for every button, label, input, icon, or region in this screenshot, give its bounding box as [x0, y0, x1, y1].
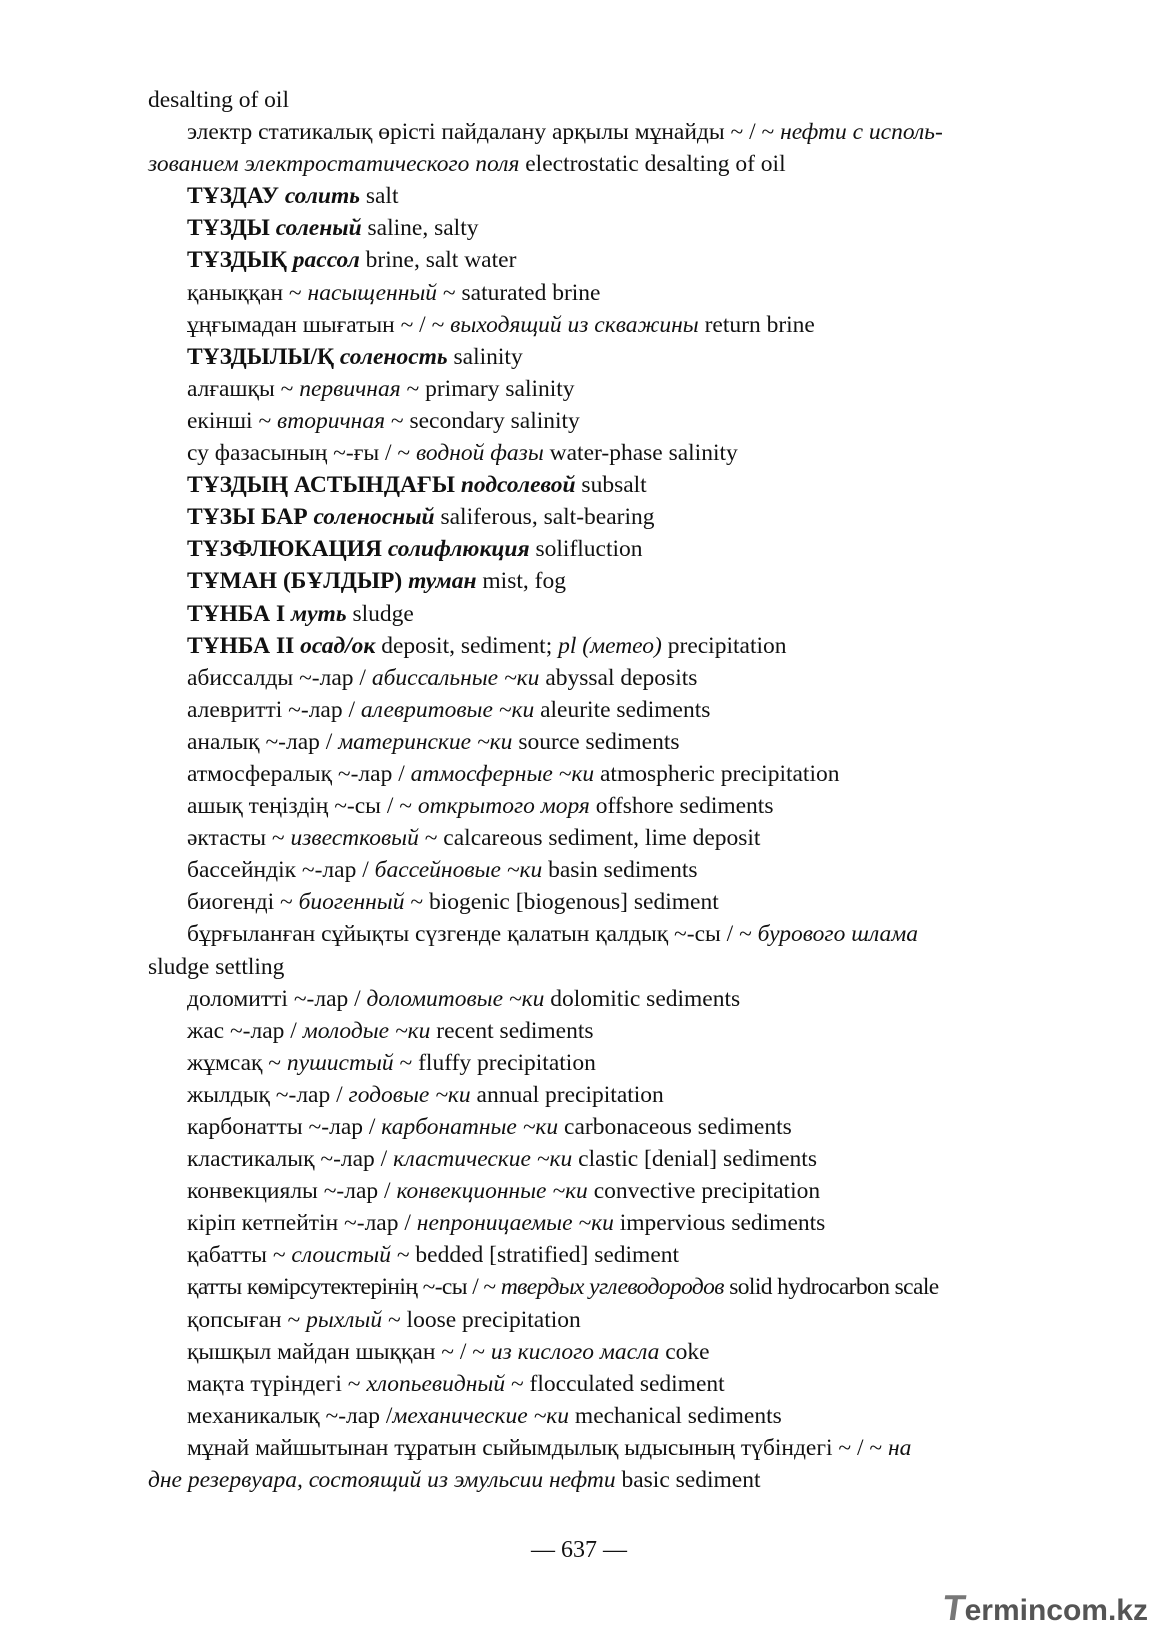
- entry-text: electrostatic desalting of oil: [525, 151, 786, 178]
- entry-text: кластикалық ~-лар /: [187, 1146, 394, 1173]
- russian-translation: pl (метео): [558, 632, 668, 659]
- russian-translation: насыщенный: [307, 279, 443, 306]
- entry-text: recent sediments: [436, 1017, 594, 1044]
- entry-text: доломитті ~-лар /: [187, 985, 367, 1012]
- entry-line: [148, 1464, 1038, 1496]
- entry-text: basic sediment: [621, 1467, 761, 1494]
- entry-text: subsalt: [581, 472, 647, 499]
- entry-line: [148, 790, 1038, 822]
- entry-text: desalting of oil: [148, 87, 289, 113]
- entry-line: [148, 469, 1038, 501]
- entry-line: [148, 598, 1038, 630]
- entry-line: [148, 662, 1038, 694]
- entry-text: ~ primary salinity: [406, 375, 575, 402]
- entry-line: [148, 983, 1038, 1015]
- entry-text: мақта түріндегі ~: [187, 1370, 367, 1397]
- russian-translation: твердых углеводородов: [500, 1274, 730, 1301]
- entry-text: қатты көмірсутектерінің ~-сы / ~: [187, 1274, 501, 1301]
- entry-text: ~ loose precipitation: [387, 1306, 581, 1333]
- entry-text: электр статикалық өрісті пайдалану арқылы мұнайды ~ / ~: [187, 119, 781, 146]
- entry-text: water-phase salinity: [549, 440, 738, 467]
- russian-headword: соленый: [275, 215, 368, 242]
- entry-line: [148, 1336, 1038, 1368]
- entry-text: annual precipitation: [476, 1081, 664, 1108]
- entry-text: clastic [denial] sediments: [578, 1146, 817, 1173]
- entry-text: aleurite sediments: [540, 696, 711, 723]
- entry-line: [148, 533, 1038, 565]
- entry-text: жас ~-лар /: [187, 1017, 303, 1044]
- headword: ТҰМАН (БҰЛДЫР): [187, 568, 409, 595]
- entry-line: [148, 1207, 1038, 1239]
- russian-headword: туман: [408, 568, 483, 595]
- russian-translation: дне резервуара, состоящий из эмульсии нефти: [148, 1467, 622, 1494]
- russian-translation: доломитовые ~ки: [366, 985, 551, 1012]
- entry-line: [148, 405, 1038, 437]
- entry-line: [148, 1271, 1038, 1303]
- entry-text: offshore sediments: [595, 793, 774, 820]
- entry-text: precipitation: [667, 632, 787, 659]
- entry-text: saliferous, salt-bearing: [440, 504, 655, 531]
- headword: ТҰЗДАУ: [187, 183, 285, 210]
- entry-line: [148, 694, 1038, 726]
- headword: ТҰЗДЫ: [187, 215, 276, 242]
- entry-text: coke: [665, 1338, 710, 1365]
- russian-translation: материнские ~ки: [338, 728, 519, 755]
- entry-line: [148, 309, 1038, 341]
- russian-headword: солифлюкция: [387, 536, 536, 563]
- russian-headword: подсолевой: [460, 472, 582, 499]
- russian-translation: абиссальные ~ки: [371, 664, 546, 691]
- russian-translation: хлопьевидный: [366, 1370, 511, 1397]
- entry-line: [148, 886, 1038, 918]
- watermark-text: ermincom.kz: [964, 1594, 1148, 1627]
- entry-line: [148, 1015, 1038, 1047]
- entry-line: [148, 212, 1038, 244]
- entry-line: [148, 116, 1038, 148]
- entry-text: атмосфералық ~-лар /: [187, 760, 411, 787]
- russian-translation: конвекционные ~ки: [396, 1178, 594, 1205]
- russian-translation: зованием электростатического поля: [148, 151, 526, 178]
- entry-text: бұрғыланған сұйықты сүзгенде қалатын қалдық ~-сы / ~: [187, 921, 758, 948]
- entry-line: [148, 84, 1038, 116]
- russian-translation: из кислого масла: [490, 1338, 666, 1365]
- entry-text: convective precipitation: [593, 1178, 821, 1205]
- headword: ТҰНБА I: [187, 600, 292, 627]
- entry-line: [148, 758, 1038, 790]
- russian-headword: рассол: [292, 247, 366, 274]
- entry-text: return brine: [704, 311, 815, 338]
- russian-translation: рыхлый: [306, 1306, 388, 1333]
- entry-text: sludge settling: [148, 953, 285, 980]
- entry-text: brine, salt water: [365, 247, 517, 274]
- russian-translation: биогенный: [298, 889, 411, 916]
- entry-text: solifluction: [535, 536, 643, 563]
- entry-text: salt: [365, 183, 399, 210]
- entry-text: atmospheric precipitation: [600, 760, 840, 787]
- russian-translation: годовые ~ки: [348, 1081, 477, 1108]
- entry-text: кіріп кетпейтін ~-лар /: [187, 1210, 417, 1237]
- entry-line: [148, 1432, 1038, 1464]
- entry-text: ашық теңіздің ~-сы / ~: [187, 793, 418, 820]
- entry-line: [148, 244, 1038, 276]
- entry-line: [148, 501, 1038, 533]
- entry-text: salinity: [453, 343, 523, 370]
- entry-text: қаныққан ~: [187, 279, 308, 306]
- entry-text: source sediments: [518, 728, 680, 755]
- russian-translation: вторичная: [277, 407, 391, 434]
- russian-translation: нефти с исполь-: [780, 119, 943, 146]
- entry-text: қышқыл майдан шыққан ~ / ~: [187, 1338, 491, 1365]
- entry-line: [148, 1111, 1038, 1143]
- russian-translation: непроницаемые ~ки: [416, 1210, 620, 1237]
- entry-text: mist, fog: [482, 568, 566, 595]
- entry-line: [148, 373, 1038, 405]
- russian-translation: на: [887, 1434, 912, 1461]
- russian-translation: карбонатные ~ки: [381, 1114, 565, 1140]
- entry-line: [148, 854, 1038, 886]
- russian-headword: солить: [284, 183, 366, 210]
- entry-text: жұмсақ ~: [187, 1049, 287, 1076]
- entry-text: dolomitic sediments: [550, 985, 741, 1012]
- russian-translation: слоистый: [291, 1242, 397, 1269]
- entry-text: аналық ~-лар /: [187, 728, 339, 755]
- entry-line: [148, 437, 1038, 469]
- entry-line: [148, 1239, 1038, 1271]
- entry-text: ~ calcareous sediment, lime deposit: [424, 825, 761, 852]
- entry-text: жылдық ~-лар /: [187, 1081, 349, 1108]
- russian-translation: первичная: [299, 375, 407, 402]
- entry-line: [148, 1143, 1038, 1175]
- entry-line: [148, 951, 1038, 983]
- entry-line: [148, 1175, 1038, 1207]
- entry-text: карбонатты ~-лар /: [187, 1114, 382, 1140]
- headword: ТҰЗЫ БАР: [187, 504, 314, 531]
- entry-text: механикалық ~-лар /: [187, 1402, 393, 1429]
- entry-text: saline, salty: [367, 215, 479, 242]
- entry-text: қабатты ~: [187, 1242, 292, 1269]
- entry-text: deposit, sediment;: [381, 632, 559, 659]
- entry-text: алғашқы ~: [187, 375, 300, 402]
- russian-translation: атмосферные ~ки: [410, 760, 600, 787]
- russian-headword: соленосный: [313, 504, 441, 531]
- headword: ТҰЗДЫҚ: [187, 247, 293, 274]
- entry-text: ~ secondary salinity: [390, 407, 580, 434]
- entry-text: екінші ~: [187, 407, 278, 434]
- headword: ТҰЗДЫҢ АСТЫНДАҒЫ: [187, 472, 461, 499]
- watermark-t-mark: T: [939, 1587, 968, 1628]
- entry-text: алевритті ~-лар /: [187, 696, 361, 723]
- entry-line: [148, 1368, 1038, 1400]
- headword: ТҰНБА II: [187, 632, 301, 659]
- russian-translation: водной фазы: [416, 440, 550, 467]
- entry-text: solid hydrocarbon scale: [729, 1274, 939, 1301]
- russian-translation: алевритовые ~ки: [360, 696, 541, 723]
- headword: ТҰЗДЫЛЫ/Қ: [187, 343, 340, 370]
- russian-headword: осад/ок: [300, 632, 382, 659]
- russian-translation: бассейновые ~ки: [374, 857, 549, 884]
- entry-line: [148, 630, 1038, 662]
- russian-translation: выходящий из скважины: [450, 311, 705, 338]
- entry-line: [148, 1400, 1038, 1432]
- entry-text: carbonaceous sediments: [564, 1114, 792, 1140]
- entry-text: mechanical sediments: [574, 1402, 782, 1429]
- russian-headword: муть: [291, 600, 353, 627]
- entry-text: әктасты ~: [187, 825, 291, 852]
- entry-text: су фазасының ~-ғы / ~: [187, 440, 416, 467]
- russian-translation: известковый: [290, 825, 425, 852]
- entry-text: basin sediments: [548, 857, 698, 884]
- russian-translation: механические ~ки: [392, 1402, 575, 1429]
- entry-text: ~ flocculated sediment: [510, 1370, 725, 1397]
- entry-line: [148, 822, 1038, 854]
- russian-translation: открытого моря: [417, 793, 596, 820]
- entry-text: бассейндік ~-лар /: [187, 857, 375, 884]
- entry-text: биогенді ~: [187, 889, 299, 916]
- dictionary-page: [148, 84, 1038, 1496]
- entry-line: [148, 148, 1038, 180]
- entry-line: [148, 726, 1038, 758]
- entry-text: абиссалды ~-лар /: [187, 664, 372, 691]
- entry-text: мұнай майшытынан тұратын сыйымдылық ыдысының түбіндегі ~ / ~: [187, 1434, 888, 1461]
- entry-text: конвекциялы ~-лар /: [187, 1178, 397, 1205]
- entry-text: impervious sediments: [619, 1210, 826, 1237]
- entry-text: sludge: [352, 600, 414, 627]
- entry-line: [148, 341, 1038, 373]
- entry-line: [148, 180, 1038, 212]
- entry-text: ұңғымадан шығатын ~ / ~: [187, 311, 451, 338]
- entry-text: ~ biogenic [biogenous] sediment: [410, 889, 719, 916]
- russian-headword: соленость: [339, 343, 454, 370]
- entry-line: [148, 1304, 1038, 1336]
- entry-text: abyssal deposits: [545, 664, 698, 691]
- entry-line: [148, 277, 1038, 309]
- entry-text: ~ bedded [stratified] sediment: [396, 1242, 680, 1269]
- russian-translation: кластические ~ки: [393, 1146, 579, 1173]
- entry-text: ~ saturated brine: [442, 279, 601, 306]
- page-number: — 637 —: [531, 1537, 627, 1563]
- entry-text: ~ fluffy precipitation: [399, 1049, 596, 1076]
- russian-translation: бурового шлама: [757, 921, 918, 948]
- entry-line: [148, 1047, 1038, 1079]
- entry-line: [148, 565, 1038, 597]
- headword: ТҰЗФЛЮКАЦИЯ: [187, 536, 388, 563]
- entry-line: [148, 918, 1038, 950]
- watermark-logo: [939, 1587, 1148, 1629]
- russian-translation: пушистый: [286, 1049, 400, 1076]
- entry-line: [148, 1079, 1038, 1111]
- russian-translation: молодые ~ки: [302, 1017, 437, 1044]
- entry-text: қопсыған ~: [187, 1306, 307, 1333]
